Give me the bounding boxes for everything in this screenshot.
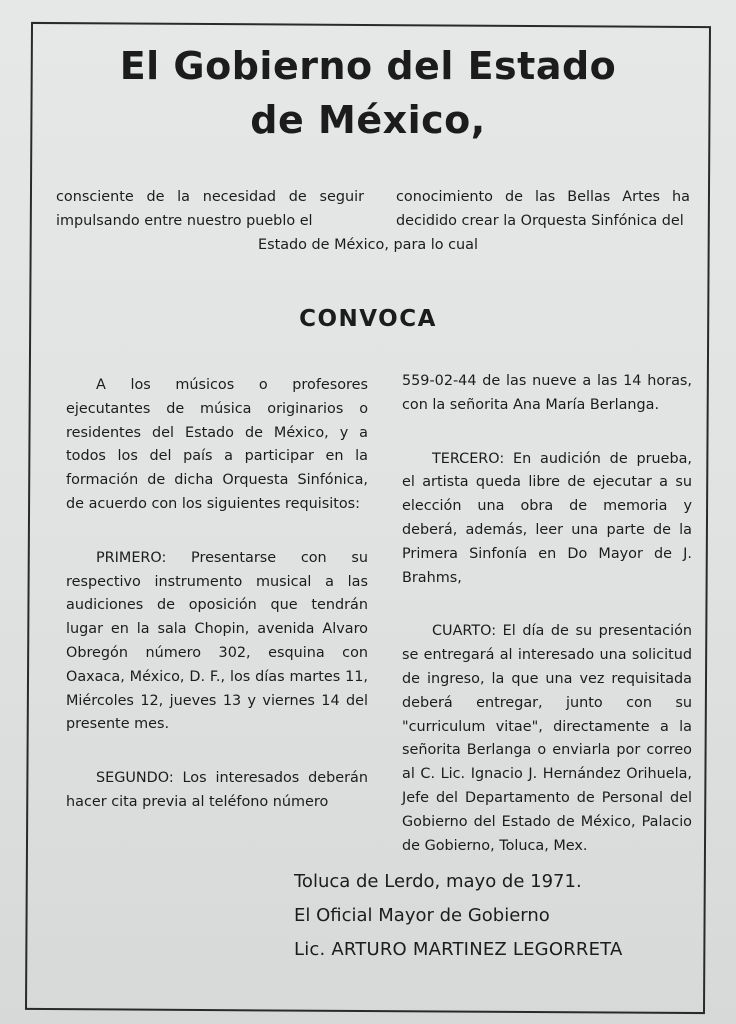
preamble-paragraph: A los músicos o profesores ejecutantes de música originarios o residentes del Estado de México, y a todos los del país a participar en la formación de dicha Orquesta Sinfónica, de acuerdo con los siguientes requisitos: <box>66 377 368 512</box>
intro-center: Estado de México, para lo cual <box>257 237 478 253</box>
primero-paragraph: PRIMERO: Presentarse con su respectivo instrumento musical a las audiciones de oposición que tendrán lugar en la sala Chopin, avenida Alvaro Obregón número 302, esquina con Oaxaca, México, D. F., los días martes 11, Miércoles 12, jueves 13 y viernes 14 del presente mes. <box>66 549 368 733</box>
right-column <box>402 370 692 888</box>
title-line-1: El Gobierno del Estado <box>119 44 617 88</box>
intro-right: conocimiento de las Bellas Artes ha decidido crear la Orquesta Sinfónica del <box>396 189 690 229</box>
segundo-paragraph: SEGUNDO: Los interesados deberán hacer cita previa al teléfono número <box>66 770 368 810</box>
signatory-name: Lic. ARTURO MARTINEZ LEGORRETA <box>294 939 623 960</box>
title-line-2: de México, <box>250 98 486 142</box>
segundo-continuation: 559-02-44 de las nueve a las 14 horas, con la señorita Ana María Berlanga. <box>402 373 692 413</box>
convoca-heading: CONVOCA <box>299 306 437 332</box>
signature-block <box>294 870 714 972</box>
left-column <box>66 374 368 845</box>
intro-left: consciente de la necesidad de seguir impulsando entre nuestro pueblo el <box>56 189 364 229</box>
tercero-paragraph: TERCERO: En audición de prueba, el artista queda libre de ejecutar a su elección una obra de memoria y deberá, además, leer una parte de la Primera Sinfonía en Do Mayor de J. Brahms, <box>402 450 692 586</box>
office-title: El Oficial Mayor de Gobierno <box>294 905 550 926</box>
place-date: Toluca de Lerdo, mayo de 1971. <box>294 871 582 892</box>
cuarto-paragraph: CUARTO: El día de su presentación se entregará al interesado una solicitud de ingreso, la que una vez requisitada deberá entregar, junto con su "curriculum vitae", directamente a la señorita Berlanga o enviarla por correo al C. Lic. Ignacio J. Hernández Orihuela, Jefe del Departamento de Personal del Gobierno del Estado de México, Palacio de Gobierno, Toluca, Mex. <box>402 623 692 854</box>
